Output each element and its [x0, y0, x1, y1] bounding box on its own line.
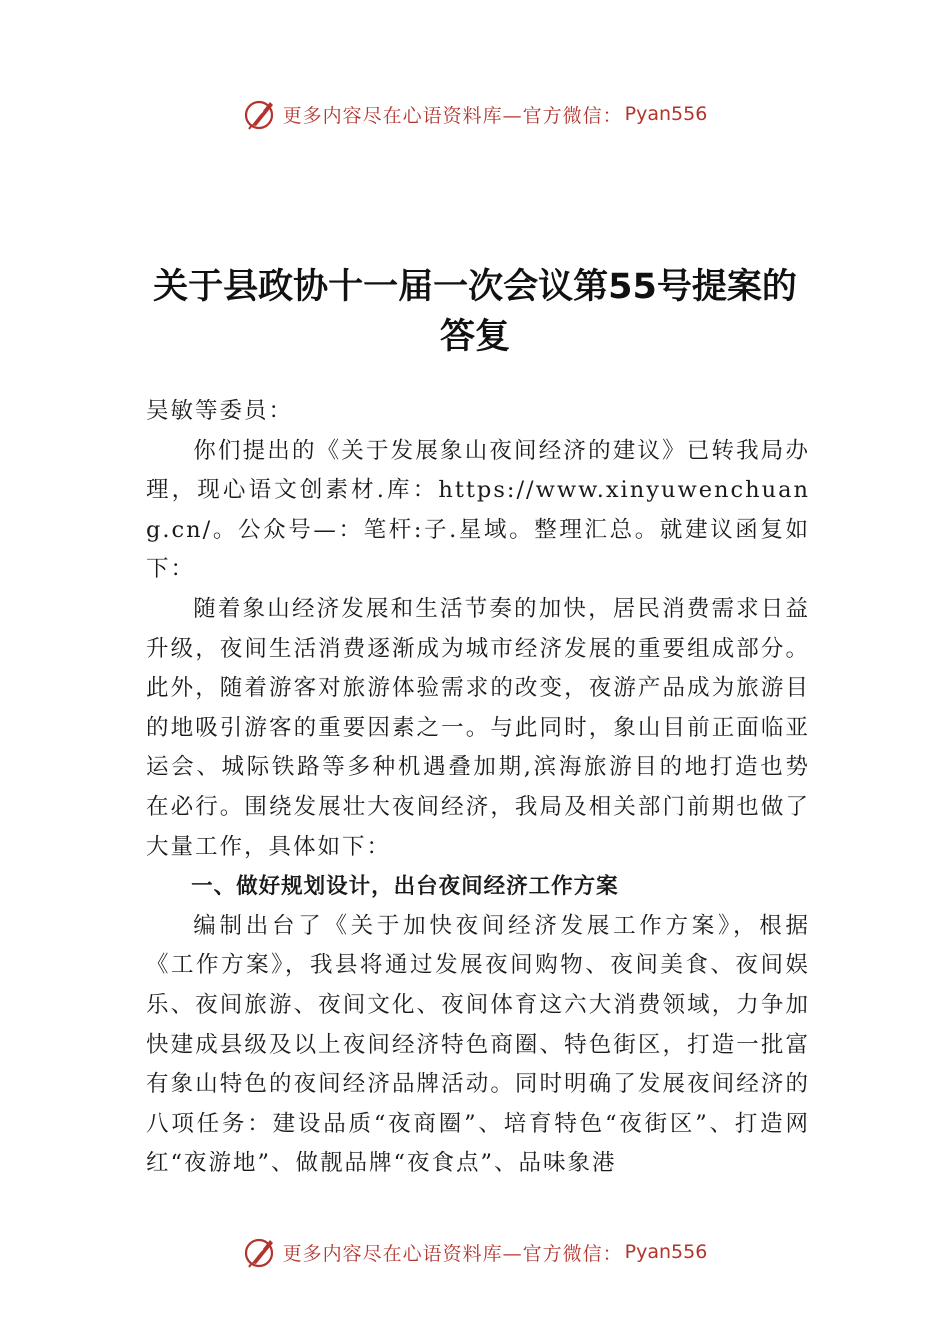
section-heading-1: 一、做好规划设计，出台夜间经济工作方案 — [191, 874, 619, 900]
title-line-2: 答复 — [439, 317, 510, 357]
document-body — [146, 392, 810, 1184]
footer-banner — [0, 1232, 950, 1272]
paragraph-2: 随着象山经济发展和生活节奏的加快，居民消费需求日益升级，夜间生活消费逐渐成为城市经济发展的重要组成部分。此外，随着游客对旅游体验需求的改变，夜游产品成为旅游目的地吸引游客的重要因素之一。与此同时，象山目前正面临亚运会、城际铁路等多种机遇叠加期,滨海旅游目的地打造也势在必行。围绕发展壮大夜间经济，我局及相关部门前期也做了大量工作，具体如下： — [146, 595, 810, 860]
quill-pen-icon — [243, 97, 277, 131]
banner-text: 更多内容尽在心语资料库—官方微信： — [282, 1242, 623, 1265]
header-banner — [0, 94, 950, 134]
salutation: 吴敏等委员： — [146, 398, 294, 424]
paragraph-1: 你们提出的《关于发展象山夜间经济的建议》已转我局办理，现心语文创素材.库：https://www.xinyuwenchuang.cn/。公众号—：笔杆:子.星域。整理汇总。就建议函复如下： — [146, 437, 810, 583]
quill-pen-icon — [243, 1235, 277, 1269]
document-title — [130, 262, 820, 362]
banner-contact: Pyan556 — [624, 103, 708, 125]
paragraph-3: 编制出台了《关于加快夜间经济发展工作方案》，根据《工作方案》，我县将通过发展夜间购物、夜间美食、夜间娱乐、夜间旅游、夜间文化、夜间体育这六大消费领域，力争加快建成县级及以上夜间经济特色商圈、特色街区，打造一批富有象山特色的夜间经济品牌活动。同时明确了发展夜间经济的八项任务：建设品质“夜商圈”、培育特色“夜街区”、打造网红“夜游地”、做靓品牌“夜食点”、品味象港 — [146, 912, 810, 1177]
banner-text: 更多内容尽在心语资料库—官方微信： — [282, 104, 623, 127]
banner-contact: Pyan556 — [624, 1241, 708, 1263]
title-line-1: 关于县政协十一届一次会议第55号提案的 — [153, 267, 797, 307]
